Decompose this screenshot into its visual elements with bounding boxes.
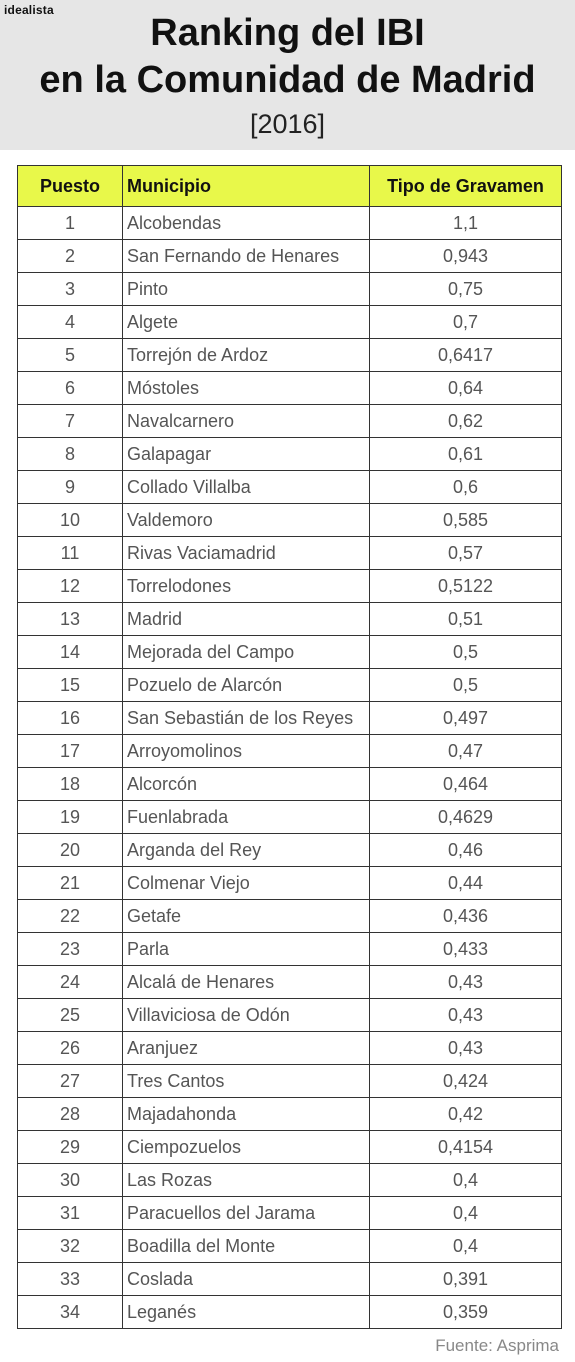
cell-municipio: Mejorada del Campo: [123, 636, 370, 669]
cell-municipio: Paracuellos del Jarama: [123, 1197, 370, 1230]
cell-puesto: 9: [18, 471, 123, 504]
table-row: [18, 1098, 562, 1131]
source-note: Fuente: Asprima: [435, 1336, 559, 1355]
cell-puesto: 2: [18, 240, 123, 273]
cell-tipo-gravamen: 0,6: [370, 471, 562, 504]
cell-tipo-gravamen: 0,7: [370, 306, 562, 339]
cell-municipio: Navalcarnero: [123, 405, 370, 438]
cell-tipo-gravamen: 0,391: [370, 1263, 562, 1296]
cell-tipo-gravamen: 0,5: [370, 636, 562, 669]
table-row: [18, 735, 562, 768]
table-row: [18, 405, 562, 438]
cell-tipo-gravamen: 0,4: [370, 1164, 562, 1197]
table-row: [18, 207, 562, 240]
cell-tipo-gravamen: 1,1: [370, 207, 562, 240]
cell-puesto: 13: [18, 603, 123, 636]
cell-municipio: Aranjuez: [123, 1032, 370, 1065]
cell-puesto: 10: [18, 504, 123, 537]
cell-municipio: Coslada: [123, 1263, 370, 1296]
table-row: [18, 240, 562, 273]
cell-tipo-gravamen: 0,5122: [370, 570, 562, 603]
cell-tipo-gravamen: 0,47: [370, 735, 562, 768]
cell-municipio: Getafe: [123, 900, 370, 933]
cell-municipio: San Sebastián de los Reyes: [123, 702, 370, 735]
cell-puesto: 28: [18, 1098, 123, 1131]
table-row: [18, 1164, 562, 1197]
cell-puesto: 17: [18, 735, 123, 768]
table-row: [18, 834, 562, 867]
table-row: [18, 768, 562, 801]
cell-puesto: 3: [18, 273, 123, 306]
cell-municipio: Las Rozas: [123, 1164, 370, 1197]
cell-puesto: 6: [18, 372, 123, 405]
cell-puesto: 22: [18, 900, 123, 933]
brand-logo: idealista: [4, 3, 54, 17]
cell-puesto: 19: [18, 801, 123, 834]
cell-municipio: Collado Villalba: [123, 471, 370, 504]
column-header-tipo-gravamen: Tipo de Gravamen: [370, 166, 562, 207]
cell-municipio: Alcalá de Henares: [123, 966, 370, 999]
cell-municipio: Torrejón de Ardoz: [123, 339, 370, 372]
cell-municipio: Torrelodones: [123, 570, 370, 603]
cell-puesto: 31: [18, 1197, 123, 1230]
table-row: [18, 570, 562, 603]
cell-puesto: 26: [18, 1032, 123, 1065]
cell-puesto: 34: [18, 1296, 123, 1329]
table-row: [18, 1197, 562, 1230]
table-body: [18, 207, 562, 1329]
cell-puesto: 18: [18, 768, 123, 801]
table-row: [18, 867, 562, 900]
cell-puesto: 5: [18, 339, 123, 372]
cell-tipo-gravamen: 0,5: [370, 669, 562, 702]
cell-tipo-gravamen: 0,51: [370, 603, 562, 636]
cell-tipo-gravamen: 0,64: [370, 372, 562, 405]
cell-tipo-gravamen: 0,424: [370, 1065, 562, 1098]
cell-tipo-gravamen: 0,43: [370, 999, 562, 1032]
column-header-municipio: Municipio: [123, 166, 370, 207]
cell-tipo-gravamen: 0,585: [370, 504, 562, 537]
page-title-line-2: en la Comunidad de Madrid: [39, 59, 536, 101]
cell-tipo-gravamen: 0,43: [370, 966, 562, 999]
cell-tipo-gravamen: 0,4: [370, 1197, 562, 1230]
table-row: [18, 306, 562, 339]
cell-tipo-gravamen: 0,43: [370, 1032, 562, 1065]
cell-puesto: 15: [18, 669, 123, 702]
cell-puesto: 30: [18, 1164, 123, 1197]
year-label: [2016]: [249, 109, 326, 139]
cell-municipio: Pozuelo de Alarcón: [123, 669, 370, 702]
cell-tipo-gravamen: 0,75: [370, 273, 562, 306]
cell-puesto: 16: [18, 702, 123, 735]
cell-puesto: 33: [18, 1263, 123, 1296]
cell-puesto: 29: [18, 1131, 123, 1164]
cell-tipo-gravamen: 0,6417: [370, 339, 562, 372]
cell-tipo-gravamen: 0,62: [370, 405, 562, 438]
cell-tipo-gravamen: 0,497: [370, 702, 562, 735]
cell-municipio: San Fernando de Henares: [123, 240, 370, 273]
cell-tipo-gravamen: 0,436: [370, 900, 562, 933]
cell-municipio: Ciempozuelos: [123, 1131, 370, 1164]
table-row: [18, 339, 562, 372]
cell-municipio: Boadilla del Monte: [123, 1230, 370, 1263]
cell-puesto: 25: [18, 999, 123, 1032]
cell-municipio: Leganés: [123, 1296, 370, 1329]
cell-municipio: Alcobendas: [123, 207, 370, 240]
table-row: [18, 1131, 562, 1164]
table-row: [18, 933, 562, 966]
table-row: [18, 438, 562, 471]
cell-municipio: Algete: [123, 306, 370, 339]
cell-municipio: Móstoles: [123, 372, 370, 405]
cell-municipio: Madrid: [123, 603, 370, 636]
table-row: [18, 1230, 562, 1263]
table-row: [18, 999, 562, 1032]
table-row: [18, 801, 562, 834]
cell-tipo-gravamen: 0,4: [370, 1230, 562, 1263]
page-title-line-1: Ranking del IBI: [150, 12, 425, 54]
cell-puesto: 20: [18, 834, 123, 867]
cell-municipio: Arganda del Rey: [123, 834, 370, 867]
table-row: [18, 702, 562, 735]
cell-tipo-gravamen: 0,57: [370, 537, 562, 570]
table-row: [18, 273, 562, 306]
cell-municipio: Rivas Vaciamadrid: [123, 537, 370, 570]
cell-tipo-gravamen: 0,464: [370, 768, 562, 801]
header-banner: [0, 0, 575, 150]
table-row: [18, 504, 562, 537]
table-row: [18, 1032, 562, 1065]
table-row: [18, 1263, 562, 1296]
cell-puesto: 32: [18, 1230, 123, 1263]
table-row: [18, 669, 562, 702]
cell-puesto: 1: [18, 207, 123, 240]
table-row: [18, 603, 562, 636]
cell-tipo-gravamen: 0,943: [370, 240, 562, 273]
cell-puesto: 12: [18, 570, 123, 603]
cell-municipio: Arroyomolinos: [123, 735, 370, 768]
table-row: [18, 900, 562, 933]
cell-tipo-gravamen: 0,46: [370, 834, 562, 867]
table-row: [18, 537, 562, 570]
cell-tipo-gravamen: 0,433: [370, 933, 562, 966]
cell-puesto: 14: [18, 636, 123, 669]
cell-municipio: Parla: [123, 933, 370, 966]
table-row: [18, 636, 562, 669]
table-row: [18, 1296, 562, 1329]
cell-puesto: 11: [18, 537, 123, 570]
table-row: [18, 1065, 562, 1098]
cell-municipio: Tres Cantos: [123, 1065, 370, 1098]
cell-municipio: Valdemoro: [123, 504, 370, 537]
table-row: [18, 372, 562, 405]
cell-puesto: 8: [18, 438, 123, 471]
cell-puesto: 27: [18, 1065, 123, 1098]
cell-municipio: Galapagar: [123, 438, 370, 471]
cell-tipo-gravamen: 0,61: [370, 438, 562, 471]
cell-municipio: Colmenar Viejo: [123, 867, 370, 900]
cell-tipo-gravamen: 0,4629: [370, 801, 562, 834]
column-header-puesto: Puesto: [18, 166, 123, 207]
cell-tipo-gravamen: 0,359: [370, 1296, 562, 1329]
cell-municipio: Fuenlabrada: [123, 801, 370, 834]
cell-municipio: Alcorcón: [123, 768, 370, 801]
cell-tipo-gravamen: 0,42: [370, 1098, 562, 1131]
cell-municipio: Majadahonda: [123, 1098, 370, 1131]
ranking-table: [17, 165, 562, 1329]
table-row: [18, 966, 562, 999]
table-row: [18, 471, 562, 504]
cell-puesto: 4: [18, 306, 123, 339]
cell-puesto: 7: [18, 405, 123, 438]
cell-tipo-gravamen: 0,44: [370, 867, 562, 900]
cell-puesto: 24: [18, 966, 123, 999]
cell-puesto: 21: [18, 867, 123, 900]
cell-municipio: Villaviciosa de Odón: [123, 999, 370, 1032]
cell-puesto: 23: [18, 933, 123, 966]
cell-municipio: Pinto: [123, 273, 370, 306]
table-header-row: [18, 166, 562, 207]
cell-tipo-gravamen: 0,4154: [370, 1131, 562, 1164]
